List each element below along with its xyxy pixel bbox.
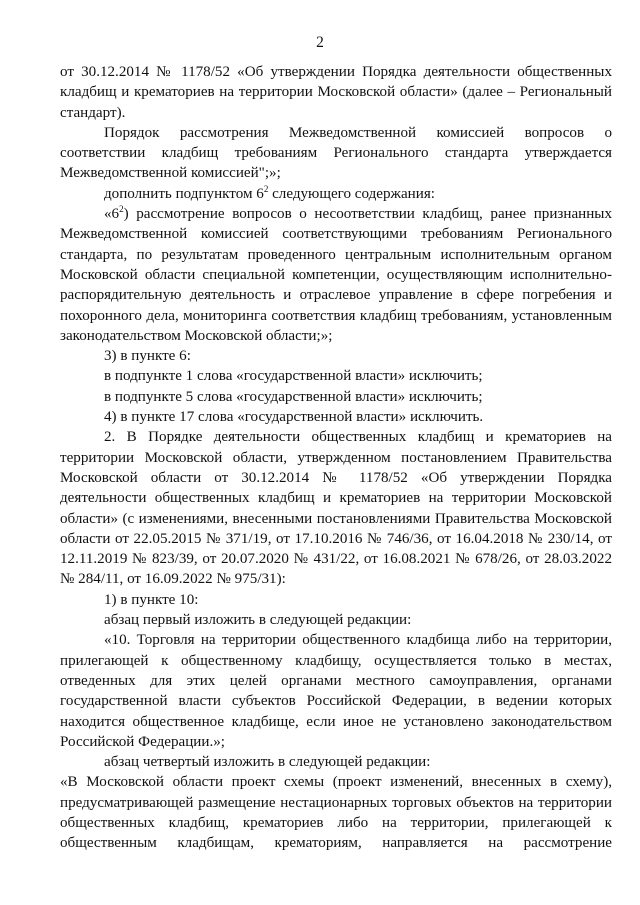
paragraph-review-order: Порядок рассмотрения Межведомственной комиссией вопросов о соответствии кладбищ требованиям Регионального стандарта утверждается Межведомственной комиссией";»; — [60, 124, 612, 182]
paragraph-add-subitem — [60, 184, 612, 204]
paragraph-moscow-scheme: «В Московской области проект схемы (проект изменений, внесенных в схему), предусматривающей размещение нестационарных торговых объектов на территории общественных кладбищ, крематориев либо на территории, прилегающей к общественным кладбищам, крематориям, направляется на рассмотрение — [60, 774, 612, 852]
paragraph-item-4: 4) в пункте 17 слова «государственной власти» исключить. — [104, 409, 484, 426]
paragraph-item-10: «10. Торговля на территории общественного кладбища либо на территории, прилегающей к общественному кладбищу, осуществляется только в местах, отведенных для этих целей органами местного самоуправления, органами государственной власти субъектов Российской Федерации, в ведении которых находится общественное кладбище, если иное не установлено законодательством Российской Федерации.»; — [60, 632, 612, 750]
paragraph-subitem-5: в подпункте 5 слова «государственной власти» исключить; — [104, 388, 483, 405]
document-body — [60, 62, 612, 854]
paragraph-item-1: 1) в пункте 10: — [104, 591, 199, 608]
superscript: 2 — [263, 183, 269, 194]
text-segment: «6 — [104, 206, 120, 223]
paragraph-subitem-1: в подпункте 1 слова «государственной власти» исключить; — [104, 368, 483, 385]
text-segment: дополнить подпунктом 6 — [104, 185, 264, 202]
page-number: 2 — [316, 34, 324, 51]
paragraph-section-2: 2. В Порядке деятельности общественных кладбищ и крематориев на территории Московской области, утвержденном постановлением Правительства Московской области от 30.12.2014 № 1178/52 «Об утверждении Порядка деятельности общественных кладбищ и крематориев на территории Московской области» (с изменениями, внесенными постановлениями Правительства Московской области от 22.05.2015 № 371/19, от 17.10.2016 № 746/36, от 16.04.2018 № 230/14, от 12.11.2019 № 823/39, от 20.07.2020 № 431/22, от 16.08.2021 № 678/26, от 28.03.2022 № 284/11, от 16.09.2022 № 975/31): — [60, 429, 612, 588]
paragraph-fourth-abzac: абзац четвертый изложить в следующей редакции: — [104, 754, 431, 771]
paragraph-item-3: 3) в пункте 6: — [104, 348, 191, 365]
superscript: 2 — [119, 204, 124, 215]
text-segment: ) рассмотрение вопросов о несоответствии кладбищ, ранее признанных Межведомственной комиссией соответствующими требованиям Регионального стандарта, по результатам проведенного центральным исполнительным органом Московской области специальной компетенции, осуществляющим исполнительно-распорядительную деятельность и отраслевое управление в сфере погребения и похоронного дела, мониторинга соответствия кладбищ требованиям, установленным законодательством Московской области;»; — [60, 206, 612, 344]
paragraph-first-abzac: абзац первый изложить в следующей редакции: — [104, 612, 412, 629]
paragraph-regional-standard: от 30.12.2014 № 1178/52 «Об утверждении Порядка деятельности общественных кладбищ и крематориев на территории Московской области» (далее – Региональный стандарт). — [60, 64, 612, 121]
text-segment: следующего содержания: — [268, 185, 435, 202]
paragraph-subitem-6-2 — [60, 204, 612, 346]
